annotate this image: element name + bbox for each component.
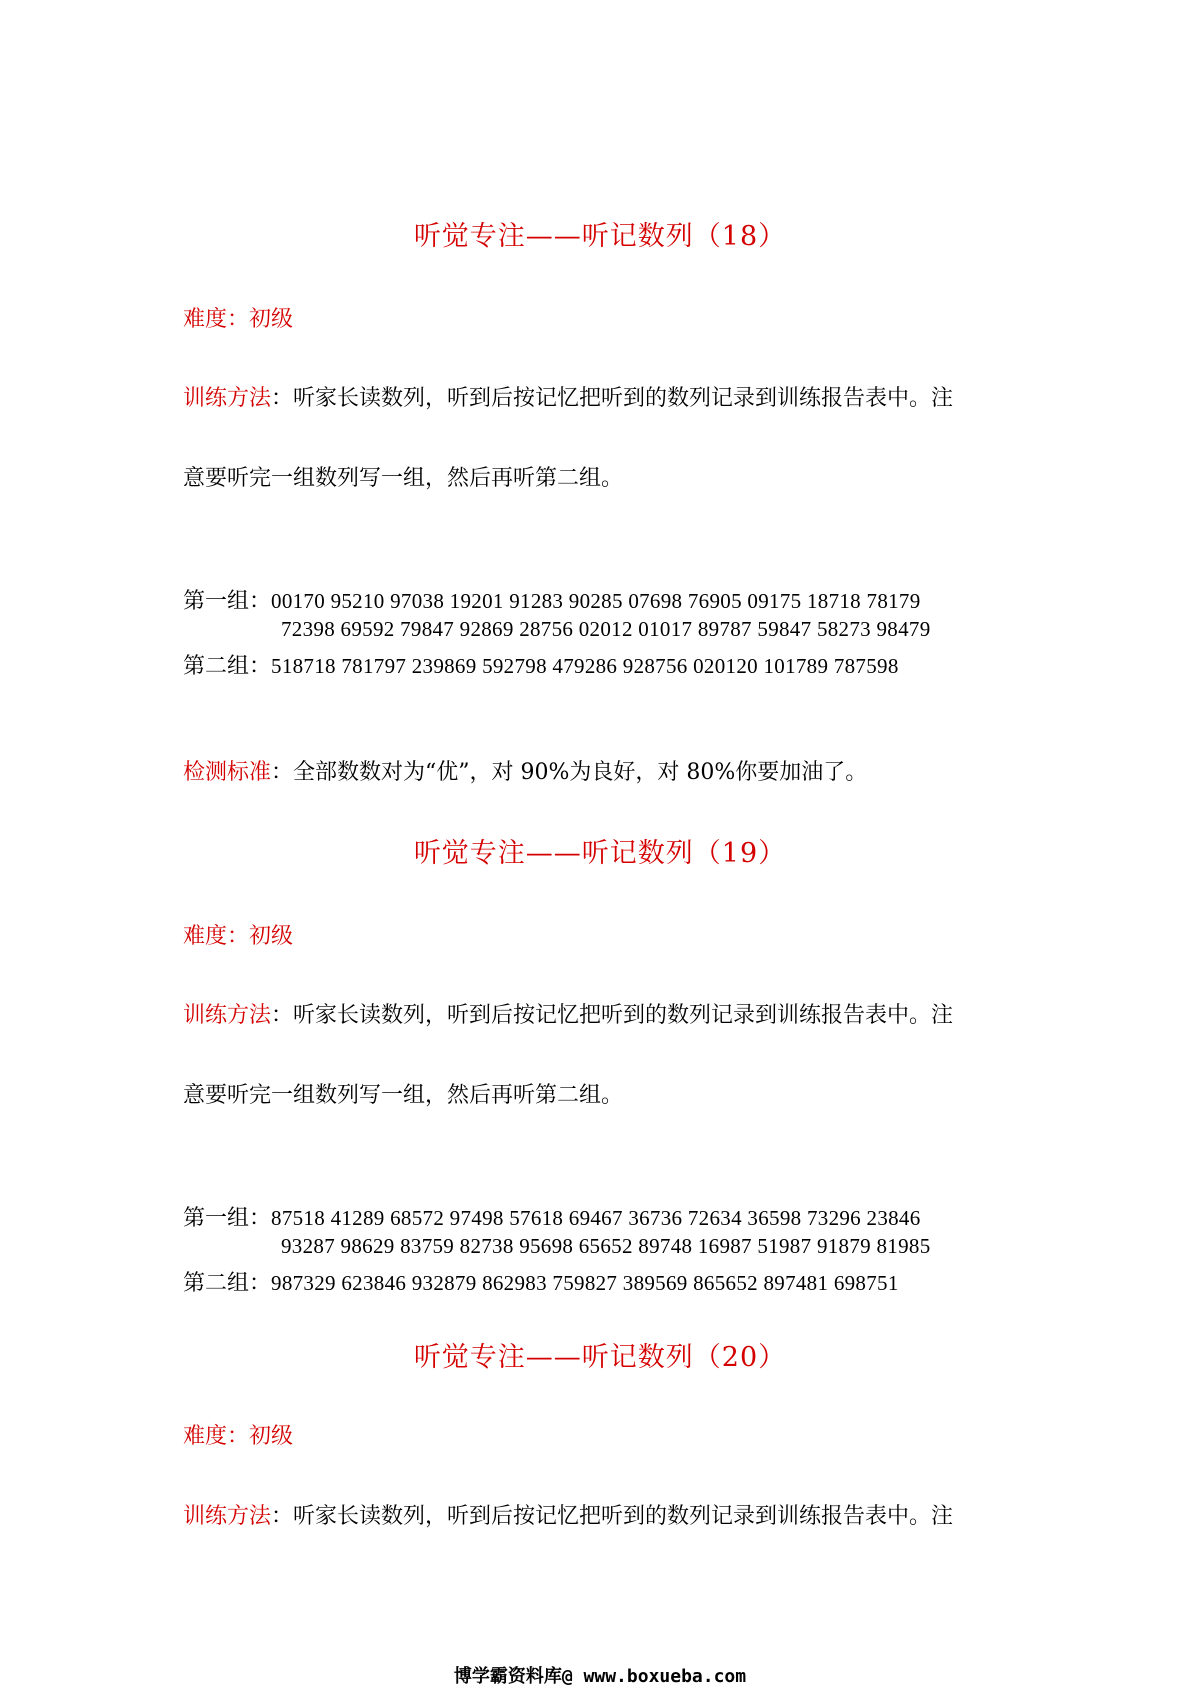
criteria-label: 检测标准 (183, 760, 272, 785)
group-2-numbers-line-1: 987329 623846 932879 862983 759827 389569 865652 897481 698751 (271, 1271, 899, 1295)
method-text: ：听家长读数列，听到后按记忆把听到的数列记录到训练报告表中。注 (271, 386, 954, 411)
section-19-group-2-row-1 (183, 1266, 899, 1297)
section-18-method-line-2: 意要听完一组数列写一组，然后再听第二组。 (183, 466, 624, 491)
footer-watermark: 博学霸资料库@ www.boxueba.com (453, 1666, 747, 1687)
difficulty-label: 难度： (183, 1424, 250, 1449)
group-2-numbers-line-1: 518718 781797 239869 592798 479286 928756 020120 101789 787598 (271, 654, 899, 678)
difficulty-value: 初级 (249, 1424, 294, 1449)
group-1-numbers-line-1: 00170 95210 97038 19201 91283 90285 07698 76905 09175 18718 78179 (271, 589, 921, 613)
criteria-text: ：全部数数对为“优”，对 90%为良好，对 80%你要加油了。 (271, 760, 868, 785)
difficulty-label: 难度： (183, 924, 250, 949)
difficulty-value: 初级 (249, 924, 294, 949)
section-19-group-1-numbers-line-2: 93287 98629 83759 82738 95698 65652 89748 16987 51987 91879 81985 (281, 1234, 931, 1258)
section-19-difficulty (183, 919, 293, 950)
group-2-label: 第二组： (183, 654, 272, 679)
section-18-difficulty (183, 302, 293, 333)
group-1-numbers-line-1: 87518 41289 68572 97498 57618 69467 36736 72634 36598 73296 23846 (271, 1206, 921, 1230)
method-label: 训练方法 (183, 386, 272, 411)
difficulty-label: 难度： (183, 307, 250, 332)
section-18-criteria (183, 755, 867, 786)
method-text: ：听家长读数列，听到后按记忆把听到的数列记录到训练报告表中。注 (271, 1003, 954, 1028)
group-1-label: 第一组： (183, 1206, 272, 1231)
section-18-group-1-row-1 (183, 584, 921, 615)
section-19-method-line-1 (183, 998, 953, 1029)
method-text: ：听家长读数列，听到后按记忆把听到的数列记录到训练报告表中。注 (271, 1504, 954, 1529)
method-label: 训练方法 (183, 1003, 272, 1028)
group-2-label: 第二组： (183, 1271, 272, 1296)
method-label: 训练方法 (183, 1504, 272, 1529)
group-1-label: 第一组： (183, 589, 272, 614)
section-19-group-1-row-1 (183, 1201, 921, 1232)
section-19-title: 听觉专注——听记数列（19） (413, 838, 787, 869)
section-18-group-1-numbers-line-2: 72398 69592 79847 92869 28756 02012 01017 89787 59847 58273 98479 (281, 617, 931, 641)
section-20-title: 听觉专注——听记数列（20） (413, 1342, 787, 1373)
section-18-title: 听觉专注——听记数列（18） (413, 221, 787, 252)
section-20-method-line-1 (183, 1499, 953, 1530)
section-20-difficulty (183, 1419, 293, 1450)
section-18-method-line-1 (183, 381, 953, 412)
section-18-group-2-row-1 (183, 649, 899, 680)
section-19-method-line-2: 意要听完一组数列写一组，然后再听第二组。 (183, 1083, 624, 1108)
difficulty-value: 初级 (249, 307, 294, 332)
